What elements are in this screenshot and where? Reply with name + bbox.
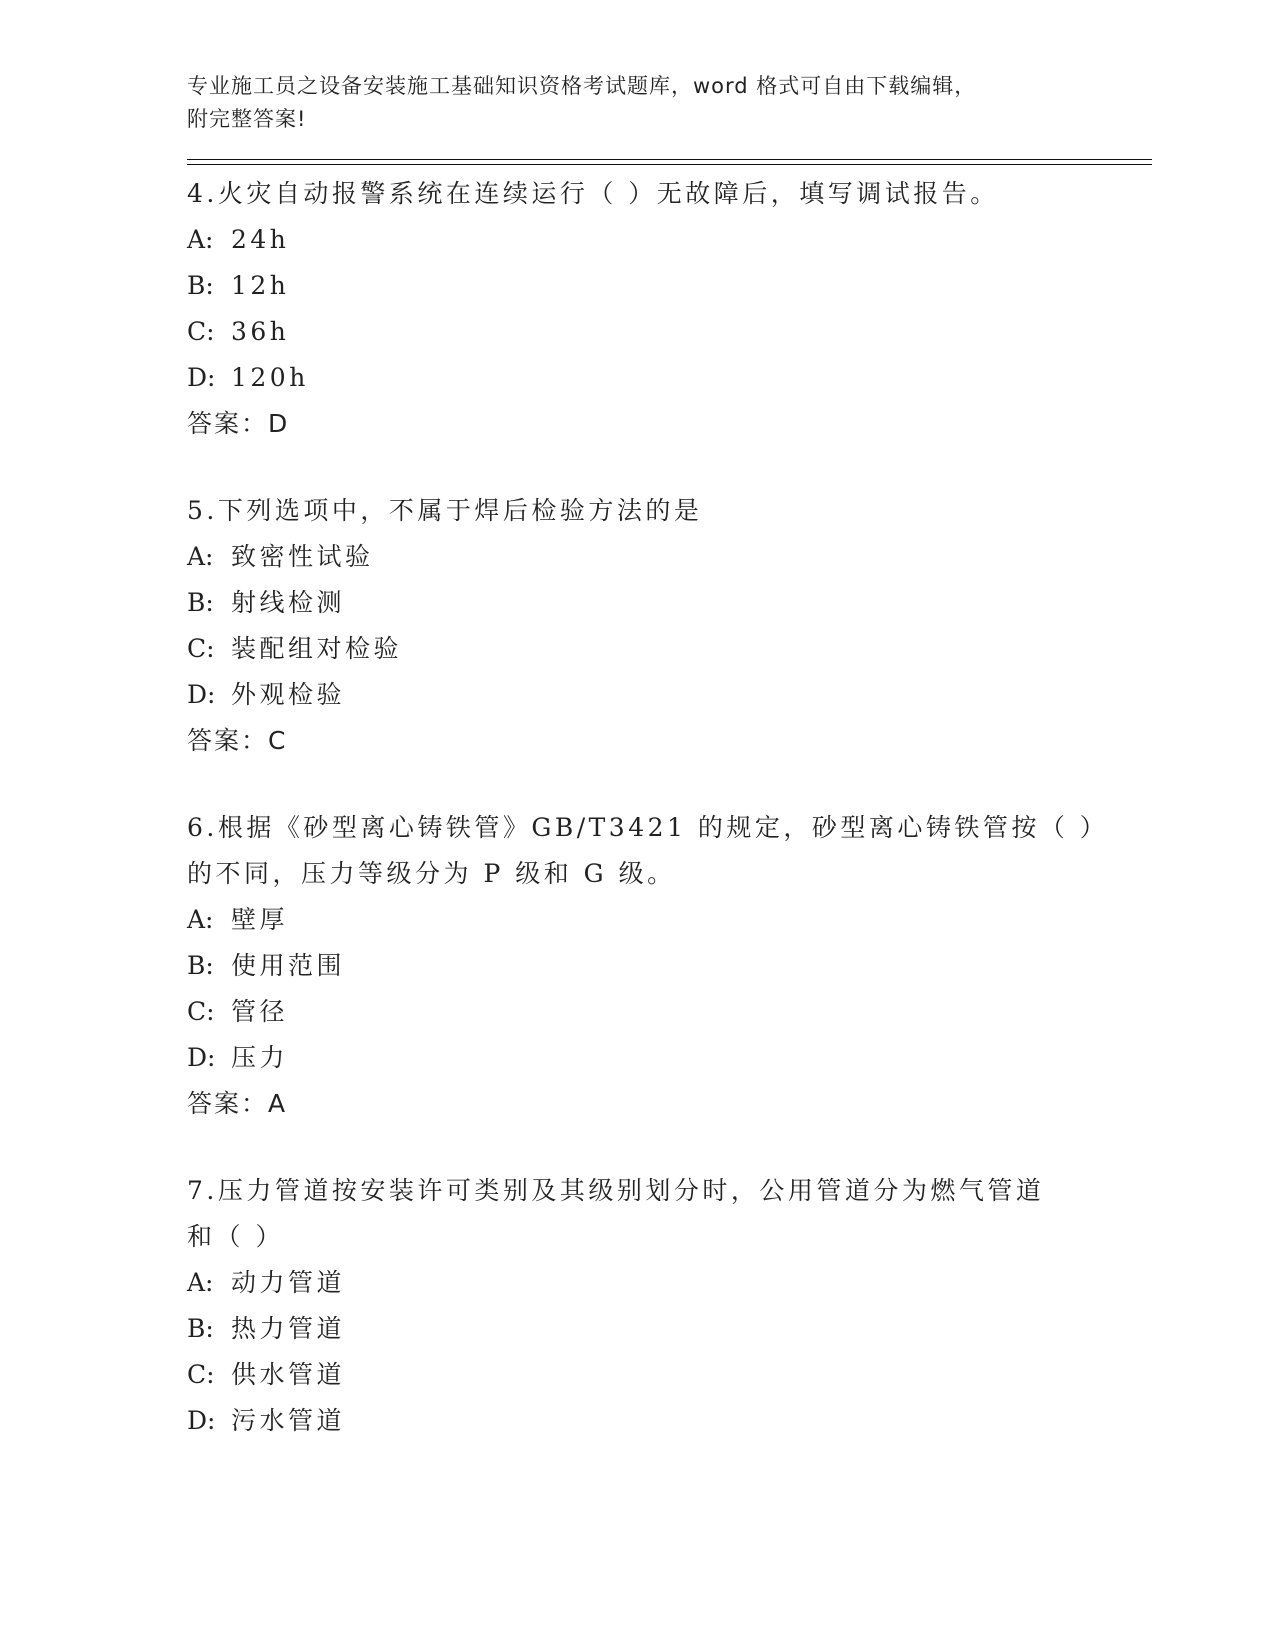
- option-text: 120h: [231, 363, 309, 392]
- answer-option: [187, 580, 1152, 626]
- question-stem: 5.下列选项中，不属于焊后检验方法的是: [187, 496, 703, 525]
- option-letter: B:: [187, 1314, 214, 1343]
- answer-option: [187, 217, 1152, 263]
- option-text: 壁厚: [231, 905, 289, 934]
- answer-option: [187, 309, 1152, 355]
- option-text: 12h: [231, 271, 290, 300]
- answer-option: [187, 1398, 1152, 1444]
- answer-option: [187, 989, 1152, 1035]
- question-stem: 4.火灾自动报警系统在连续运行（ ）无故障后，填写调试报告。: [187, 179, 999, 208]
- answer-option: [187, 263, 1152, 309]
- answer-option: [187, 355, 1152, 401]
- option-letter: C:: [187, 997, 215, 1026]
- question-stem: 7.压力管道按安装许可类别及其级别划分时，公用管道分为燃气管道: [187, 1176, 1045, 1205]
- question-block: [187, 171, 1152, 447]
- answer-option: [187, 534, 1152, 580]
- option-text: 动力管道: [231, 1268, 346, 1297]
- option-letter: A:: [187, 225, 214, 254]
- answer-option: [187, 1260, 1152, 1306]
- option-text: 射线检测: [231, 588, 346, 617]
- option-letter: A:: [187, 1268, 214, 1297]
- option-text: 致密性试验: [231, 542, 374, 571]
- option-text: 外观检验: [231, 680, 346, 709]
- header-line-2: 附完整答案!: [187, 107, 307, 131]
- answer-option: [187, 1352, 1152, 1398]
- option-text: 压力: [231, 1043, 289, 1072]
- option-letter: B:: [187, 951, 214, 980]
- document-header: [187, 70, 1152, 136]
- answer-option: [187, 626, 1152, 672]
- answer-key: 答案：C: [187, 726, 288, 755]
- answer-option: [187, 1035, 1152, 1081]
- option-letter: C:: [187, 634, 215, 663]
- answer-option: [187, 672, 1152, 718]
- option-letter: D:: [187, 680, 216, 709]
- option-letter: B:: [187, 271, 214, 300]
- document-page: [187, 70, 1152, 1485]
- question-stem: 6.根据《砂型离心铸铁管》GB/T3421 的规定，砂型离心铸铁管按（ ）: [187, 813, 1109, 842]
- option-text: 管径: [231, 997, 289, 1026]
- header-divider: [187, 159, 1152, 165]
- option-letter: D:: [187, 1406, 216, 1435]
- question-block: [187, 1168, 1152, 1444]
- option-letter: D:: [187, 363, 216, 392]
- option-letter: D:: [187, 1043, 216, 1072]
- question-list: [187, 171, 1152, 1444]
- option-letter: A:: [187, 542, 214, 571]
- option-letter: B:: [187, 588, 214, 617]
- option-letter: C:: [187, 1360, 215, 1389]
- option-text: 装配组对检验: [231, 634, 403, 663]
- option-text: 24h: [231, 225, 290, 254]
- option-text: 热力管道: [231, 1314, 346, 1343]
- answer-option: [187, 943, 1152, 989]
- option-text: 使用范围: [231, 951, 346, 980]
- answer-option: [187, 897, 1152, 943]
- question-block: [187, 488, 1152, 764]
- answer-option: [187, 1306, 1152, 1352]
- question-stem: 的不同，压力等级分为 P 级和 G 级。: [187, 859, 676, 888]
- option-text: 36h: [231, 317, 290, 346]
- option-text: 供水管道: [231, 1360, 346, 1389]
- option-text: 污水管道: [231, 1406, 346, 1435]
- answer-key: 答案：D: [187, 409, 290, 438]
- option-letter: C:: [187, 317, 215, 346]
- option-letter: A:: [187, 905, 214, 934]
- header-line-1: 专业施工员之设备安装施工基础知识资格考试题库，word 格式可自由下载编辑，: [187, 74, 977, 98]
- question-block: [187, 805, 1152, 1127]
- question-stem: 和（ ）: [187, 1222, 284, 1251]
- answer-key: 答案：A: [187, 1089, 288, 1118]
